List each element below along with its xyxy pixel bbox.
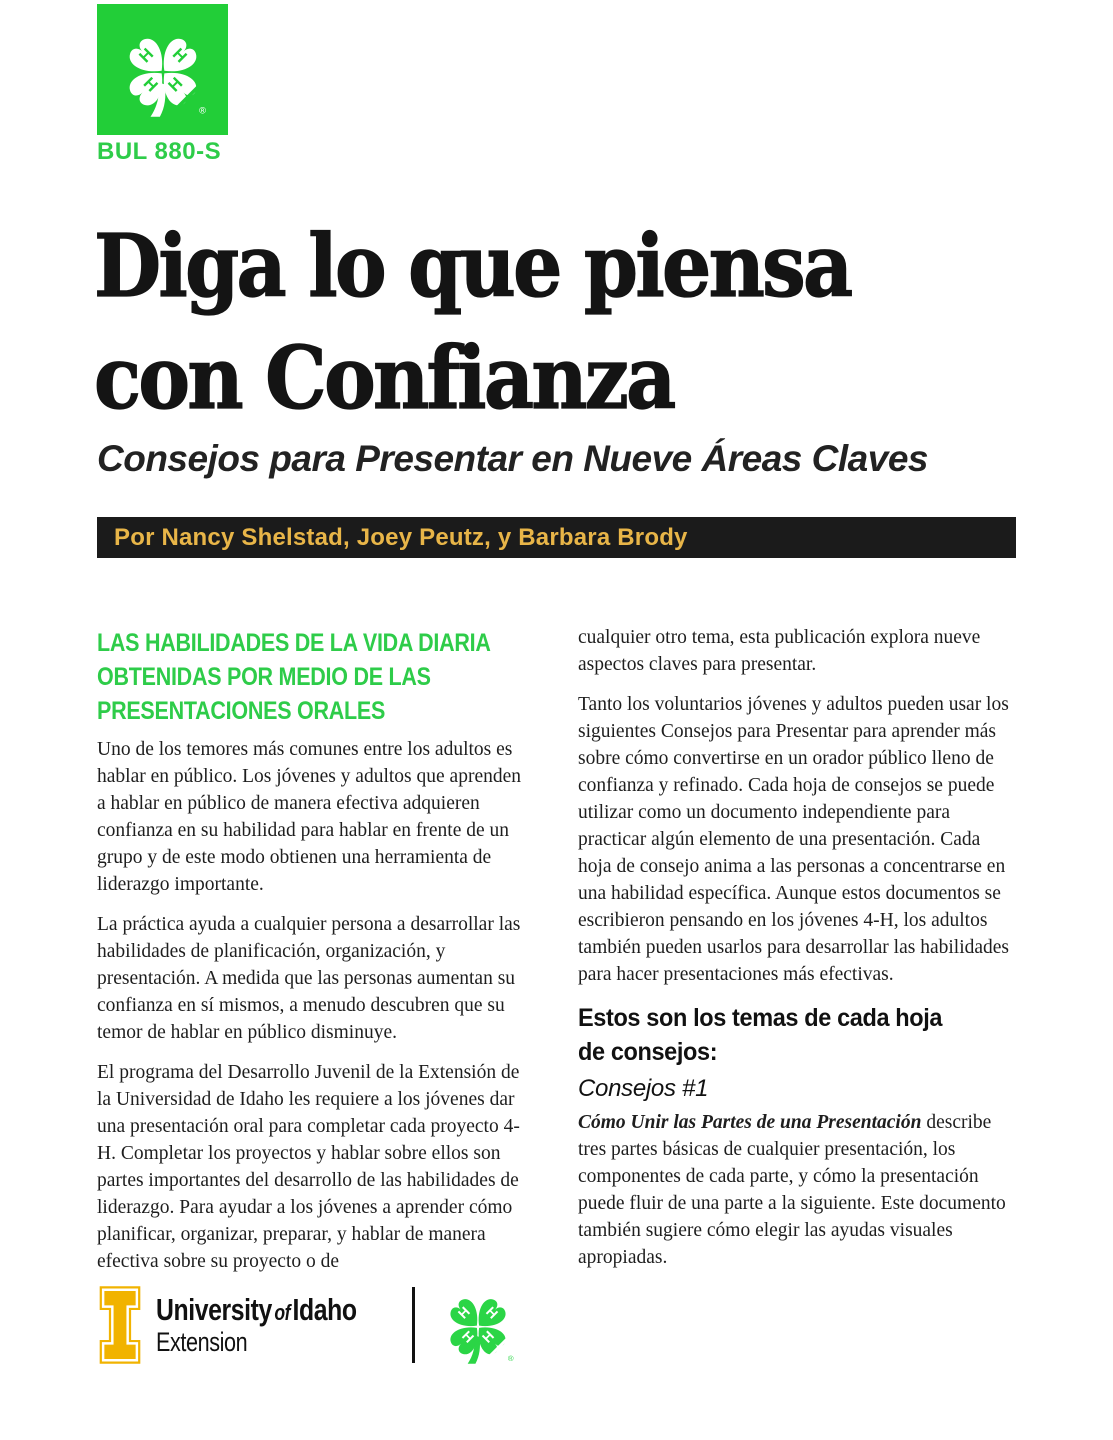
section-heading-line: PRESENTACIONES ORALES xyxy=(97,697,386,725)
byline-text: Por Nancy Shelstad, Joey Peutz, y Barbara Brody xyxy=(114,523,688,551)
page-title-line-2: con Confianza xyxy=(94,328,674,429)
tip-sheet-label: Consejos #1 xyxy=(578,1075,709,1102)
wordmark-idaho: Idaho xyxy=(292,1291,357,1327)
body-paragraph: cualquier otro tema, esta publicación explora nueve aspectos claves para presentar. xyxy=(578,627,981,675)
body-paragraph: El programa del Desarrollo Juvenil de la Extensión de la Universidad de Idaho les requiere a los jóvenes dar una presentación oral para completar cada proyecto 4-H. Completar los proyectos y hablar sobre ellos son partes importantes del desarrollo de las habilidades de liderazgo. Para ayudar a los jóvenes a aprender cómo planificar, organizar, preparar, y hablar de manera efectiva sobre su proyecto o de xyxy=(97,1062,520,1272)
body-columns xyxy=(97,624,1016,1288)
body-paragraph: Uno de los temores más comunes entre los adultos es hablar en público. Los jóvenes y adultos que aprenden a hablar en público de manera efectiva adquieren confianza en su habilidad para hablar en frente de un grupo y de este modo obtienen una herramienta de liderazgo importante. xyxy=(97,739,522,895)
page-title-line-1: Diga lo que piensa xyxy=(94,216,851,317)
section-heading-line: LAS HABILIDADES DE LA VIDA DIARIA xyxy=(97,629,491,657)
topics-heading xyxy=(578,1001,1015,1069)
wordmark-extension: Extension xyxy=(156,1326,248,1357)
university-of-idaho-wordmark xyxy=(156,1291,398,1357)
footer-divider xyxy=(412,1287,415,1363)
topics-heading-line: Estos son los temas de cada hoja xyxy=(578,1004,943,1032)
four-h-logo-square xyxy=(97,4,228,135)
university-of-idaho-line xyxy=(156,1291,357,1328)
left-column xyxy=(97,624,534,1288)
tip-sheet-title: Cómo Unir las Partes de una Presentación xyxy=(578,1112,922,1133)
section-heading xyxy=(97,626,534,728)
bulletin-code: BUL 880-S xyxy=(97,138,222,165)
four-h-clover-icon xyxy=(111,18,215,122)
topics-heading-line: de consejos: xyxy=(578,1038,718,1066)
wordmark-of: of xyxy=(274,1299,291,1325)
page-subtitle: Consejos para Presentar en Nueve Áreas Claves xyxy=(97,438,928,479)
body-paragraph: La práctica ayuda a cualquier persona a desarrollar las habilidades de planificación, organización, y presentación. A medida que las personas aumentan su confianza en sí mismos, a menudo descubren que su temor de hablar en público disminuye. xyxy=(97,914,521,1043)
tip-description-paragraph xyxy=(578,1109,1015,1271)
university-of-idaho-block-i-icon xyxy=(97,1285,143,1365)
wordmark-university: University xyxy=(156,1291,272,1327)
four-h-clover-icon xyxy=(435,1282,521,1368)
tip-sheet-description: describe tres partes básicas de cualquier presentación, los componentes de cada parte, y cómo la presentación puede fluir de una parte a la siguiente. Este documento también sugiere cómo elegir las ayudas visuales apropiadas. xyxy=(578,1112,1006,1268)
footer-logo-band xyxy=(97,1283,521,1367)
body-paragraph: Tanto los voluntarios jóvenes y adultos pueden usar los siguientes Consejos para Presentar para aprender más sobre cómo convertirse en un orador público lleno de confianza y refinado. Cada hoja de consejos se puede utilizar como un documento independiente para practicar algún elemento de una presentación. Cada hoja de consejo anima a las personas a concentrarse en una habilidad específica. Aunque estos documentos se escribieron pensando en los jóvenes 4-H, los adultos también pueden usarlos para desarrollar las habilidades para hacer presentaciones más efectivas. xyxy=(578,694,1010,985)
byline-bar xyxy=(97,517,1016,558)
right-column xyxy=(578,624,1015,1288)
section-heading-line: OBTENIDAS POR MEDIO DE LAS xyxy=(97,663,431,691)
